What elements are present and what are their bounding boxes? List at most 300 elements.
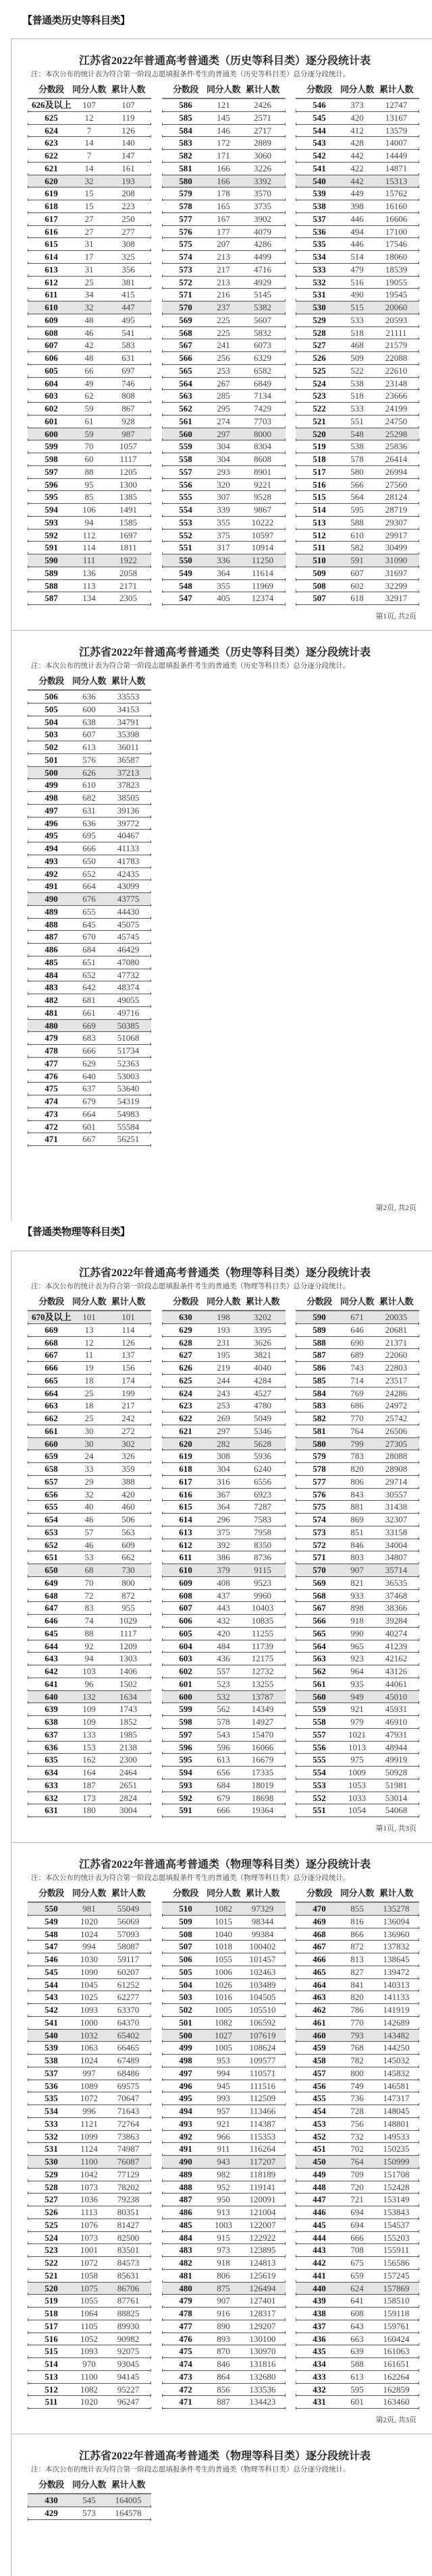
score-cell: 563: [313, 1653, 326, 1664]
table-row: [28, 981, 151, 994]
count-cell: 253: [217, 1400, 230, 1411]
count-cell: 213: [217, 252, 230, 262]
cumulative-cell: 159761: [383, 2320, 410, 2331]
table-row: [162, 479, 286, 492]
count-cell: 666: [82, 1046, 96, 1056]
score-cell: 504: [179, 1979, 192, 1990]
table-row: [162, 2371, 286, 2384]
count-cell: 304: [217, 454, 230, 464]
score-cell: 490: [179, 2156, 192, 2167]
cumulative-cell: 161063: [383, 2346, 410, 2357]
count-cell: 982: [217, 2169, 230, 2179]
cumulative-cell: 96247: [117, 2397, 140, 2407]
count-cell: 638: [82, 716, 96, 727]
count-cell: 432: [217, 1615, 230, 1626]
score-cell: 545: [313, 112, 326, 123]
table-row: [28, 365, 151, 378]
count-cell: 659: [350, 2270, 364, 2281]
count-cell: 136: [82, 567, 96, 578]
cumulative-cell: 49716: [117, 1007, 140, 1018]
cumulative-cell: 4716: [254, 264, 271, 275]
score-cell: 591: [179, 1805, 192, 1816]
count-cell: 669: [82, 1020, 96, 1031]
score-cell: 483: [45, 982, 58, 993]
count-cell: 979: [350, 1717, 364, 1727]
cumulative-cell: 122007: [249, 2219, 276, 2230]
table-row: [28, 1640, 151, 1653]
table-row: [162, 1577, 286, 1590]
table-row: [28, 1590, 151, 1603]
cumulative-cell: 56069: [117, 1916, 140, 1926]
cumulative-cell: 86706: [117, 2283, 140, 2293]
score-cell: 604: [45, 378, 58, 389]
score-cell: 576: [313, 1489, 326, 1499]
cumulative-cell: 326: [122, 1451, 135, 1462]
score-cell: 590: [313, 1312, 326, 1322]
cumulative-cell: 495: [122, 314, 135, 325]
count-cell: 30: [84, 1438, 94, 1449]
table-row: [296, 1501, 419, 1514]
table-row: [162, 2295, 286, 2308]
count-cell: 1001: [80, 2245, 98, 2256]
cumulative-cell: 808: [122, 391, 135, 401]
table-row: [28, 1729, 151, 1742]
count-cell: 225: [217, 314, 230, 325]
table-header: [162, 84, 286, 99]
count-cell: 285: [217, 391, 230, 401]
score-cell: 491: [45, 881, 58, 892]
count-header: 同分人数: [72, 85, 106, 95]
score-cell: 664: [45, 1387, 58, 1398]
table-row: [296, 1804, 419, 1817]
score-cell: 436: [313, 2333, 326, 2344]
count-cell: 195: [217, 1350, 230, 1361]
count-cell: 304: [217, 441, 230, 452]
cumulative-cell: 27560: [385, 479, 408, 490]
score-table: [296, 1887, 419, 2409]
cumulative-cell: 41783: [117, 855, 140, 866]
count-cell: 640: [82, 1070, 96, 1081]
count-cell: 656: [217, 1767, 230, 1777]
score-cell: 598: [45, 454, 58, 464]
table-row: [28, 163, 151, 175]
table-row: [28, 137, 151, 150]
count-cell: 689: [350, 1350, 364, 1361]
score-cell: 472: [45, 1121, 58, 1132]
count-cell: 1121: [80, 2118, 98, 2129]
score-cell: 472: [179, 2384, 192, 2395]
cumulative-cell: 18019: [251, 1779, 274, 1790]
count-cell: 11: [84, 1350, 94, 1361]
table-row: [162, 1729, 286, 1742]
score-cell: 496: [45, 818, 58, 828]
count-cell: 994: [82, 1941, 96, 1952]
count-cell: 613: [82, 742, 96, 752]
cumulative-cell: 102463: [249, 1966, 276, 1977]
count-cell: 373: [350, 100, 364, 110]
score-cell: 605: [179, 1628, 192, 1638]
table-row: [28, 994, 151, 1007]
cumulative-cell: 140: [122, 138, 135, 148]
count-cell: 1100: [80, 2371, 98, 2382]
score-cell: 643: [45, 1653, 58, 1664]
count-cell: 1064: [80, 2308, 98, 2318]
table-row: [162, 2257, 286, 2270]
table-row: [162, 416, 286, 428]
cumulative-cell: 199: [122, 1387, 135, 1398]
table-row: [28, 1045, 151, 1058]
score-cell: 579: [179, 188, 192, 199]
table-row: [296, 365, 419, 378]
cumulative-cell: 8901: [254, 466, 271, 477]
cumulative-cell: 25836: [385, 441, 408, 452]
table-row: [162, 2181, 286, 2194]
count-cell: 1005: [215, 2005, 232, 2015]
table-row: [28, 1108, 151, 1121]
table-row: [28, 855, 151, 868]
table-row: [28, 1501, 151, 1514]
cumulative-cell: 77129: [117, 2169, 140, 2179]
cumulative-cell: 174: [122, 1375, 135, 1385]
cumulative-cell: 3626: [254, 1337, 271, 1348]
cumulative-cell: 32299: [385, 580, 408, 591]
cumulative-cell: 1502: [119, 1678, 137, 1689]
score-cell: 595: [179, 1754, 192, 1765]
table-row: [162, 1792, 286, 1805]
score-cell: 489: [45, 906, 58, 917]
cumulative-cell: 54319: [117, 1096, 140, 1106]
table-row: [28, 1953, 151, 1966]
cumulative-cell: 73863: [117, 2131, 140, 2142]
score-cell: 520: [313, 428, 326, 439]
cumulative-cell: 14449: [385, 150, 408, 161]
count-cell: 683: [82, 1033, 96, 1043]
cumulative-cell: 40274: [385, 1628, 408, 1638]
cumulative-cell: 115353: [249, 2131, 276, 2142]
score-cell: 530: [45, 2156, 58, 2167]
count-cell: 207: [217, 239, 230, 250]
score-cell: 545: [45, 1966, 58, 1977]
score-cell: 440: [313, 2283, 326, 2293]
count-cell: 651: [82, 956, 96, 967]
score-cell: 476: [179, 2333, 192, 2344]
count-cell: 913: [217, 2207, 230, 2217]
count-cell: 562: [217, 1704, 230, 1715]
cumulative-cell: 39136: [117, 805, 140, 815]
count-cell: 308: [217, 1451, 230, 1462]
cumulative-cell: 64370: [117, 2017, 140, 2028]
cumulative-cell: 15762: [385, 188, 408, 199]
cumulative-cell: 155203: [383, 2232, 410, 2243]
score-cell: 509: [179, 1916, 192, 1926]
table-row: [296, 504, 419, 517]
count-cell: 297: [217, 428, 230, 439]
table-row: [162, 1991, 286, 2004]
score-cell: 536: [45, 2080, 58, 2091]
score-cell: 566: [179, 353, 192, 363]
cumulative-cell: 506: [122, 1514, 135, 1524]
score-cell: 608: [179, 1590, 192, 1601]
cumulative-cell: 129207: [249, 2320, 276, 2331]
count-cell: 613: [350, 2371, 364, 2382]
table-row: [28, 805, 151, 818]
count-cell: 1018: [215, 1941, 232, 1952]
count-cell: 317: [217, 542, 230, 553]
count-cell: 25: [84, 1387, 94, 1398]
count-cell: 578: [217, 1717, 230, 1727]
count-cell: 167: [217, 213, 230, 224]
count-cell: 379: [217, 1565, 230, 1575]
table-row: [162, 1691, 286, 1704]
cumulative-cell: 151708: [383, 2169, 410, 2179]
score-cell: 438: [313, 2308, 326, 2318]
table-row: [296, 1412, 419, 1425]
table-row: [28, 1349, 151, 1362]
cumulative-cell: 23148: [385, 378, 408, 389]
count-cell: 1054: [348, 1805, 366, 1816]
score-cell: 575: [313, 1501, 326, 1512]
table-row: [28, 2118, 151, 2131]
cumulative-cell: 447: [122, 302, 135, 312]
table-row: [162, 1463, 286, 1476]
cumulative-cell: 104505: [249, 1992, 276, 2003]
table-row: [296, 2371, 419, 2384]
score-cell: 601: [45, 416, 58, 426]
cumulative-cell: 29307: [385, 517, 408, 527]
count-cell: 970: [82, 2359, 96, 2369]
count-cell: 714: [350, 1375, 364, 1385]
score-cell: 585: [179, 112, 192, 123]
count-cell: 610: [350, 529, 364, 540]
table-row: [28, 830, 151, 842]
score-cell: 605: [45, 365, 58, 376]
table-row: [296, 2384, 419, 2397]
score-cell: 531: [45, 2144, 58, 2154]
cumulative-header: 累计人数: [379, 1297, 413, 1307]
cumulative-cell: 16679: [251, 1754, 274, 1765]
cumulative-cell: 85631: [117, 2270, 140, 2281]
count-cell: 244: [217, 1375, 230, 1385]
table-row: [28, 491, 151, 504]
cumulative-header: 累计人数: [245, 1297, 279, 1307]
table-row: [296, 2181, 419, 2194]
score-cell: 459: [313, 2042, 326, 2053]
cumulative-cell: 36535: [385, 1577, 408, 1588]
count-cell: 219: [217, 1363, 230, 1373]
score-cell: 506: [179, 1954, 192, 1964]
cumulative-cell: 137: [122, 1350, 135, 1361]
table-row: [162, 567, 286, 580]
score-cell: 484: [45, 969, 58, 980]
count-cell: 133: [82, 1729, 96, 1740]
table-row: [162, 99, 286, 112]
cumulative-cell: 76087: [117, 2156, 140, 2167]
count-cell: 1089: [80, 2080, 98, 2091]
score-cell: 612: [179, 1539, 192, 1550]
score-cell: 473: [179, 2371, 192, 2382]
count-cell: 121: [217, 100, 230, 110]
cumulative-cell: 130970: [249, 2346, 276, 2357]
cumulative-cell: 63370: [117, 2005, 140, 2015]
score-header: 分数段: [38, 1889, 64, 1899]
table-row: [28, 175, 151, 188]
cumulative-cell: 25742: [385, 1413, 408, 1423]
table-row: [162, 1754, 286, 1767]
page-title: 江苏省2022年普通高考普通类（历史等科目类）逐分段统计表: [78, 647, 371, 658]
count-cell: 670: [82, 932, 96, 942]
stats-page: [11, 2434, 432, 2576]
score-cell: 596: [45, 479, 58, 490]
cumulative-cell: 27305: [385, 1438, 408, 1449]
count-cell: 216: [217, 289, 230, 300]
score-cell: 529: [313, 314, 326, 325]
count-cell: 578: [350, 454, 364, 464]
score-cell: 506: [45, 691, 58, 702]
score-cell: 645: [45, 1628, 58, 1638]
cumulative-cell: 51068: [117, 1033, 140, 1043]
table-row: [28, 251, 151, 264]
table-row: [28, 2371, 151, 2384]
score-cell: 570: [179, 302, 192, 312]
count-cell: 213: [217, 277, 230, 287]
score-cell: 621: [45, 163, 58, 173]
score-cell: 554: [313, 1767, 326, 1777]
table-row: [296, 200, 419, 213]
count-cell: 132: [82, 1691, 96, 1702]
count-cell: 966: [217, 2131, 230, 2142]
table-row: [28, 919, 151, 932]
cumulative-cell: 2426: [254, 100, 271, 110]
table-row: [296, 1438, 419, 1451]
table-row: [28, 2295, 151, 2308]
score-table: [162, 1296, 286, 1817]
score-cell: 625: [45, 112, 58, 123]
table-row: [296, 567, 419, 580]
count-cell: 684: [82, 944, 96, 954]
cumulative-cell: 153149: [383, 2194, 410, 2205]
cumulative-cell: 79238: [117, 2194, 140, 2205]
count-cell: 813: [350, 1954, 364, 1964]
table-row: [28, 2080, 151, 2093]
table-row: [28, 277, 151, 289]
cumulative-cell: 65402: [117, 2030, 140, 2040]
cumulative-cell: 48944: [385, 1742, 408, 1752]
table-row: [28, 1577, 151, 1590]
cumulative-cell: 35398: [117, 729, 140, 740]
count-cell: 92: [84, 1640, 94, 1651]
score-cell: 464: [313, 1979, 326, 1990]
score-cell: 512: [45, 2384, 58, 2395]
count-cell: 869: [350, 1514, 364, 1524]
score-cell: 499: [179, 2042, 192, 2053]
table-row: [296, 2067, 419, 2080]
table-row: [296, 1653, 419, 1665]
table-row: [162, 150, 286, 163]
count-cell: 793: [350, 2030, 364, 2040]
cumulative-cell: 38505: [117, 793, 140, 803]
table-row: [162, 542, 286, 554]
score-cell: 603: [179, 1653, 192, 1664]
table-row: [28, 1133, 151, 1146]
score-cell: 581: [313, 1425, 326, 1436]
count-cell: 375: [217, 1526, 230, 1537]
table-row: [162, 1438, 286, 1451]
table-row: [296, 1450, 419, 1463]
table-row: [296, 1941, 419, 1953]
score-cell: 500: [179, 2030, 192, 2040]
table-header: [28, 2479, 151, 2494]
table-row: [28, 1489, 151, 1501]
cumulative-cell: 105510: [249, 2005, 276, 2015]
cumulative-cell: 7583: [254, 1514, 271, 1524]
score-cell: 533: [313, 264, 326, 275]
table-row: [28, 226, 151, 239]
cumulative-cell: 2300: [119, 1754, 137, 1765]
table-row: [28, 2143, 151, 2156]
count-cell: 641: [350, 2295, 364, 2306]
table-row: [162, 352, 286, 365]
count-cell: 1053: [348, 1779, 366, 1790]
score-cell: 559: [313, 1704, 326, 1715]
table-row: [296, 327, 419, 340]
table-row: [296, 1375, 419, 1387]
count-cell: 650: [82, 855, 96, 866]
table-row: [28, 2194, 151, 2206]
score-cell: 658: [45, 1464, 58, 1474]
table-row: [28, 2257, 151, 2270]
table-row: [28, 1602, 151, 1615]
cumulative-cell: 117207: [249, 2156, 276, 2167]
table-row: [296, 2320, 419, 2333]
cumulative-cell: 21371: [385, 1337, 408, 1348]
score-cell: 598: [179, 1717, 192, 1727]
page-number: 第1页, 共2页: [375, 612, 416, 621]
table-row: [296, 1564, 419, 1577]
table-row: [28, 428, 151, 441]
cumulative-cell: 133536: [249, 2384, 276, 2395]
score-cell: 635: [45, 1754, 58, 1765]
score-cell: 569: [313, 1577, 326, 1588]
count-cell: 890: [217, 2320, 230, 2331]
cumulative-cell: 1922: [119, 555, 137, 565]
table-row: [296, 2080, 419, 2093]
table-row: [28, 2283, 151, 2295]
count-cell: 803: [350, 1552, 364, 1563]
table-row: [296, 554, 419, 567]
count-cell: 103: [82, 1666, 96, 1676]
count-cell: 664: [82, 881, 96, 892]
stats-page: [11, 1251, 432, 1842]
cumulative-cell: 163460: [383, 2397, 410, 2407]
score-cell: 626及以上: [32, 100, 72, 110]
count-cell: 106: [82, 505, 96, 515]
score-cell: 620: [179, 1438, 192, 1449]
table-row: [28, 1463, 151, 1476]
score-cell: 606: [45, 353, 58, 363]
table-row: [28, 1767, 151, 1779]
score-cell: 505: [179, 1966, 192, 1977]
count-cell: 15: [84, 201, 94, 211]
table-row: [296, 416, 419, 428]
count-cell: 595: [350, 505, 364, 515]
count-cell: 48: [84, 353, 94, 363]
page-note: 注：本次公布的统计表为符合第一阶段志愿填报条件考生的普通类（历史等科目类）总分逐分段统计。: [31, 71, 350, 78]
count-cell: 601: [82, 1121, 96, 1132]
count-cell: 386: [217, 1552, 230, 1563]
cumulative-cell: 6849: [254, 378, 271, 389]
cumulative-cell: 147: [122, 150, 135, 161]
count-cell: 786: [350, 2005, 364, 2015]
